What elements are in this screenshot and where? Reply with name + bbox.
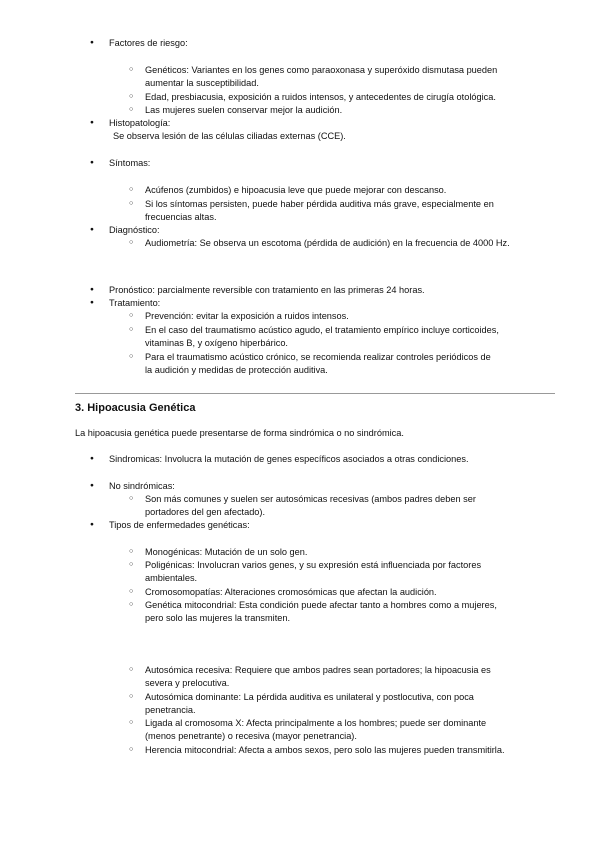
section-divider bbox=[75, 393, 555, 394]
list-item: ○ Las mujeres suelen conservar mejor la audición. bbox=[145, 104, 342, 117]
bullet-no-sindromicas: ● No sindrómicas: bbox=[109, 480, 175, 493]
list-item-cont: (menos penetrante) o recesiva (mayor penetrancia). bbox=[145, 731, 357, 741]
bullet-tratamiento: ● Tratamiento: bbox=[109, 297, 160, 310]
list-item: ○ Genética mitocondrial: Esta condición puede afectar tanto a hombres como a mujeres, bbox=[145, 599, 497, 612]
list-item-cont: vitaminas B, y oxígeno hiperbárico. bbox=[145, 338, 288, 348]
list-item: ○ Si los síntomas persisten, puede haber pérdida auditiva más grave, especialmente en bbox=[145, 198, 494, 211]
list-item-cont: aumentar la susceptibilidad. bbox=[145, 78, 259, 88]
section-heading: 3. Hipoacusia Genética bbox=[75, 402, 196, 414]
list-item: ○ Autosómica dominante: La pérdida auditiva es unilateral y postlocutiva, con poca bbox=[145, 691, 474, 704]
list-item: ○ Genéticos: Variantes en los genes como paraoxonasa y superóxido dismutasa pueden bbox=[145, 64, 497, 77]
bullet-tipos: ● Tipos de enfermedades genéticas: bbox=[109, 519, 250, 532]
list-item-cont: frecuencias altas. bbox=[145, 212, 217, 222]
intro-paragraph: La hipoacusia genética puede presentarse de forma sindrómica o no sindrómica. bbox=[75, 428, 404, 438]
bullet-sindromicas: ● Sindromicas: Involucra la mutación de genes específicos asociados a otras condiciones. bbox=[109, 453, 469, 466]
histo-text: Se observa lesión de las células ciliadas externas (CCE). bbox=[113, 131, 346, 141]
list-item-cont: penetrancia. bbox=[145, 705, 196, 715]
bullet-histopatologia: ● Histopatología: bbox=[109, 117, 170, 130]
list-item: ○ Herencia mitocondrial: Afecta a ambos sexos, pero solo las mujeres pueden transmitirla. bbox=[145, 744, 505, 757]
list-item: ○ Autosómica recesiva: Requiere que ambos padres sean portadores; la hipoacusia es bbox=[145, 664, 491, 677]
list-item: ○ Acúfenos (zumbidos) e hipoacusia leve que puede mejorar con descanso. bbox=[145, 184, 446, 197]
list-item: ○ En el caso del traumatismo acústico agudo, el tratamiento empírico incluye corticoides, bbox=[145, 324, 499, 337]
list-item: ○ Audiometría: Se observa un escotoma (pérdida de audición) en la frecuencia de 4000 Hz. bbox=[145, 237, 510, 250]
list-item: ○ Prevención: evitar la exposición a ruidos intensos. bbox=[145, 310, 349, 323]
list-item: ○ Poligénicas: Involucran varios genes, y su expresión está influenciada por factores bbox=[145, 559, 481, 572]
bullet-pronostico: ● Pronóstico: parcialmente reversible con tratamiento en las primeras 24 horas. bbox=[109, 284, 425, 297]
bullet-diagnostico: ● Diagnóstico: bbox=[109, 224, 160, 237]
list-item-cont: la audición y medidas de protección auditiva. bbox=[145, 365, 328, 375]
list-item: ○ Cromosomopatías: Alteraciones cromosómicas que afectan la audición. bbox=[145, 586, 437, 599]
list-item-cont: portadores del gen afectado). bbox=[145, 507, 266, 517]
list-item: ○ Monogénicas: Mutación de un solo gen. bbox=[145, 546, 307, 559]
bullet-sintomas: ● Síntomas: bbox=[109, 157, 150, 170]
list-item-cont: pero solo las mujeres la transmiten. bbox=[145, 613, 291, 623]
bullet-factores: ● Factores de riesgo: bbox=[109, 37, 188, 50]
list-item: ○ Son más comunes y suelen ser autosómicas recesivas (ambos padres deben ser bbox=[145, 493, 476, 506]
list-item: ○ Para el traumatismo acústico crónico, se recomienda realizar controles periódicos de bbox=[145, 351, 491, 364]
list-item: ○ Ligada al cromosoma X: Afecta principalmente a los hombres; puede ser dominante bbox=[145, 717, 486, 730]
list-item-cont: ambientales. bbox=[145, 573, 198, 583]
list-item-cont: severa y prelocutiva. bbox=[145, 678, 230, 688]
list-item: ○ Edad, presbiacusia, exposición a ruidos intensos, y antecedentes de cirugía otológica. bbox=[145, 91, 496, 104]
